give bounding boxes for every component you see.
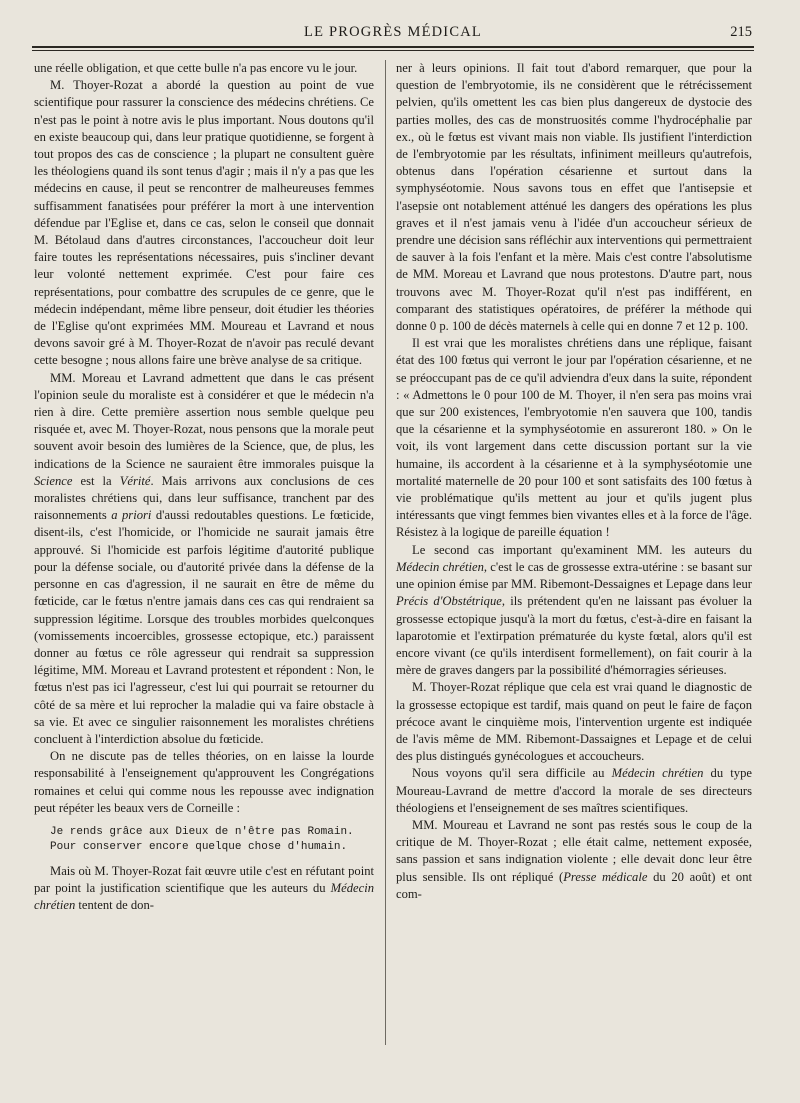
paragraph: Il est vrai que les moralistes chrétiens dans une réplique, faisant état des 100 fœtus qui verront le jour par l'opération césarienne, et ne se préoccupant pas de ce qu'il adviendra d'eux dans la suite, répondent : « Admettons le 0 pour 100 de M. Thoyer, il n'en sera pas moins vrai que sur 200 existences, l'embryotomie n'en sauvera que 100, tandis que la césarienne et la symphyséotomie en assureront 180. » On le voit, ils vont largement dans cette discussion portant sur la vie humaine, ils accordent à la césarienne et à la symphyséotomie une mortalité maternelle de 20 pour 100 et sont satisfaits des 100 fœtus à vie problématique qu'ils mettent au jour et qu'ils jugent plus intéressants que vingt femmes bien vivantes elles et à la force de l'âge. Résistez à la logique de pareille équation !	[396, 336, 752, 540]
italic-term: Science	[34, 473, 73, 488]
italic-title: Médecin chrétien	[396, 559, 484, 574]
right-column	[396, 60, 752, 903]
column-divider	[385, 60, 386, 1045]
paragraph: une réelle obligation, et que cette bulle n'a pas encore vu le jour.	[34, 61, 358, 75]
verse-line: Pour conserver encore quelque chose d'humain.	[50, 840, 348, 853]
italic-title: Précis d'Obstétrique	[396, 594, 502, 609]
header-rule-thin	[32, 50, 754, 51]
paragraph: On ne discute pas de telles théories, on en laisse la lourde responsabilité à l'enseignement qu'approuvent les Congrégations romaines et celui qui comme nous les repousse avec indignation peut répéter les beaux vers de Corneille :	[34, 749, 374, 815]
italic-title: Médecin chrétien	[611, 766, 704, 781]
header-rule	[32, 46, 754, 48]
verse-line: Je rends grâce aux Dieux de n'être pas Romain.	[50, 825, 354, 838]
paragraph: Le second cas important qu'examinent MM. les auteurs du Médecin chrétien, c'est le cas de grossesse extra-utérine : se basant sur une opinion émise par MM. Ribemont-Dessaignes et Lepage dans leur Précis d'Obstétrique, ils prétendent qu'en ne laissant pas évoluer la grossesse ectopique jusqu'à la mort du fœtus, c'est-à-dire en faisant la laparotomie et l'extirpation prématurée du kyste fœtal, alors qu'il est encore vivant (ce qu'ils interdisent formellement), on fait courir à la mère de graves dangers par la possibilité d'hémorragies sérieuses.	[396, 542, 753, 678]
paragraph: M. Thoyer-Rozat réplique que cela est vrai quand le diagnostic de la grossesse ectopique est tardif, mais quand on peut le faire de façon précoce avant le cinquième mois, l'intervention urgente est indiquée de l'avis même de MM. Ribemont-Dassaignes et Lepage et de celui des plus distingués gynécologues et accoucheurs.	[396, 680, 752, 764]
page-number: 215	[730, 24, 752, 40]
paragraph: Nous voyons qu'il sera difficile au Médecin chrétien du type Moureau-Lavrand de mettre d'accord la morale de ses directeurs théologiens et l'enseignement de ses maîtres scientifiques.	[396, 766, 752, 815]
italic-term: Vérité	[119, 473, 151, 488]
running-header	[34, 20, 752, 46]
italic-title: Presse médicale	[563, 869, 648, 884]
journal-title: LE PROGRÈS MÉDICAL	[304, 24, 482, 40]
verse-quote	[50, 825, 374, 855]
paragraph: M. Thoyer-Rozat a abordé la question au point de vue scientifique pour rassurer la conscience des médecins chrétiens. Ce n'est pas le point à notre avis le plus important. Nous doutons qu'il en existe beaucoup qui, dans leur pratique quotidienne, se forgent à tout propos des cas de conscience ; la plupart ne consultent guère les théologiens quand ils sont tenus d'agir ; mais il n'y a pas que les médecins en cause, il peut se rencontrer de malheureuses femmes suffisamment fanatisées pour préférer la mort à une intervention défendue par l'Eglise et, dans ce cas, selon le conseil que donnait M. Bétolaud dans d'autres circonstances, l'accoucheur doit leur faire toutes les représentations nécessaires, puis s'incliner devant leur volonté nettement exprimée. C'est pour faire ces représentations, pour combattre des scrupules de ce genre, que le médecin indépendant, même libre penseur, doit étudier les théories de l'Eglise qu'ont exprimées MM. Moureau et Lavrand et nous devons savoir gré à M. Thoyer-Rozat de n'avoir pas reculé devant cette besogne ; nous allons faire une brève analyse de sa critique.	[34, 78, 374, 368]
paragraph: MM. Moreau et Lavrand admettent que dans le cas présent l'opinion seule du moraliste est à considérer et que le médecin n'a rien à dire. Cette première assertion nous semble quelque peu risquée et, avec M. Thoyer-Rozat, nous pensons que la morale peut souvent avoir besoin des lumières de la Science, que, de plus, les indications de la Science ne sauraient être immorales puisque la Science est la Vérité. Mais arrivons aux conclusions de ces moralistes chrétiens qui, dans leur suffisance, tranchent par des raisonnements a priori d'aussi redoutables questions. Le fœticide, disent-ils, c'est l'homicide, or l'homicide ne saurait jamais être approuvé. Si l'homicide est parfois légitime d'autorité publique pour la défense sociale, ou d'autorité privée dans la défense de la personne en cas d'agression, il ne saurait en être de même du fœticide, car le fœtus n'entre jamais dans ces cas qui rendraient sa suppression légitime. Lorsque des troubles morbides quelconques (vomissements incoercibles, grossesse ectopique, etc.) paraissent donner au fœtus ce rôle agresseur qui rendrait sa suppression légitime, MM. Moreau et Lavrand protestent et répondent : Non, le fœtus n'est pas ici l'agresseur, c'est lui qui pourrait se retourner du côté de sa mère et lui reprocher la maladie qui va faire obstacle à sa vie. Et avec ce singulier raisonnement les moralistes chrétiens concluent à l'interdiction absolue du fœticide.	[34, 370, 374, 746]
italic-title: Médecin chrétien	[34, 881, 374, 913]
left-column	[34, 60, 374, 915]
paragraph: ner à leurs opinions. Il fait tout d'abord remarquer, que pour la question de l'embryotomie, ils ne considèrent que le rétrécissement pelvien, qu'ils omettent les cas bien plus dangereux de dystocie des parties molles, des cas de monstruosités comme l'hydrocéphalie par ex., où le fœtus est vivant mais non viable. Ils justifient l'interdiction de l'embryotomie par les résultats, infiniment meilleurs qu'autrefois, obtenus dans l'opération césarienne et surtout dans la symphyséotomie. Nous savons tous en effet que l'antisepsie et l'asepsie ont notablement atténué les dangers des opérations les plus graves et il n'est jamais venu à l'idée d'un accoucheur sérieux de prendre une décision sans réfléchir aux interventions qui permettraient de sauver à la fois l'enfant et la mère. Mais c'est contre l'absolutisme de MM. Moreau et Lavrand que nous protestons. D'autre part, nous trouvons avec M. Thoyer-Rozat qu'il n'est pas indifférent, en comparant des statistiques opératoires, de préférer la méthode qui donne 0 p. 100 de décès maternels à celle qui en donne 7 et 12 p. 100.	[396, 61, 752, 334]
paragraph: Mais où M. Thoyer-Rozat fait œuvre utile c'est en réfutant point par point la justification scientifique que les auteurs du Médecin chrétien tentent de don-	[34, 863, 374, 913]
paragraph: MM. Moureau et Lavrand ne sont pas restés sous le coup de la critique de M. Thoyer-Rozat ; elle était calme, nettement exposée, sans passion et sans indignation violente ; elle devait donc leur être plus sensible. Ils ont répliqué (Presse médicale du 20 août) et ont com-	[396, 817, 752, 901]
italic-term: a priori	[111, 508, 152, 523]
